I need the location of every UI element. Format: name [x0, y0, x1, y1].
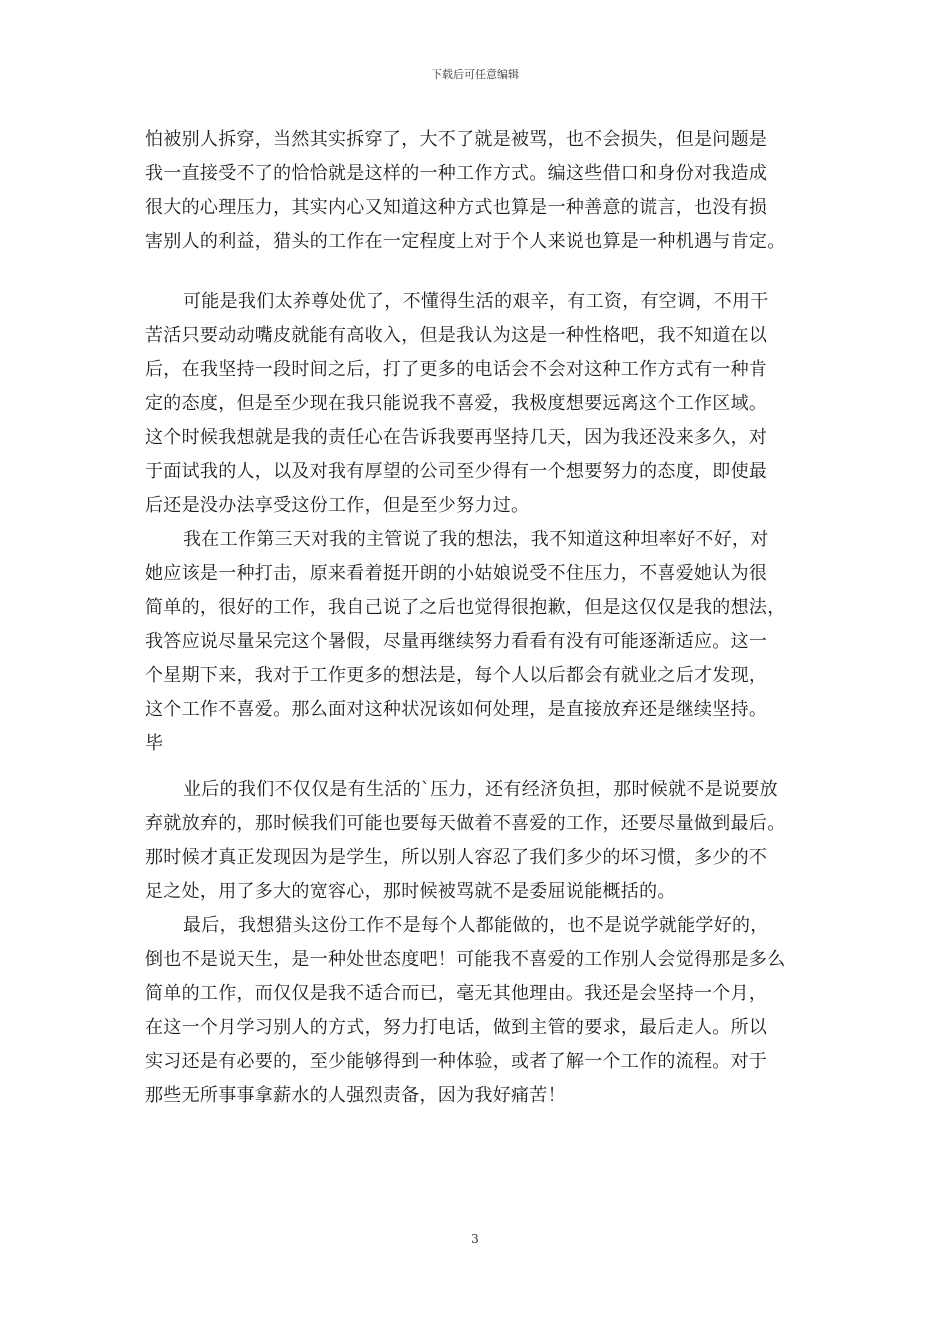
text-line: 后还是没办法享受这份工作，但是至少努力过。 [145, 495, 530, 516]
text-line: 怕被别人拆穿，当然其实拆穿了，大不了就是被骂，也不会损失，但是问题是 [145, 129, 768, 150]
text-line: 那些无所事事拿薪水的人强烈责备，因为我好痛苦！ [145, 1085, 566, 1106]
paragraph-5 [145, 909, 825, 1113]
text-line: 我一直接受不了的恰恰就是这样的一种工作方式。编这些借口和身份对我造成 [145, 163, 768, 184]
text-line: 于面试我的人，以及对我有厚望的公司至少得有一个想要努力的态度，即使最 [145, 461, 768, 482]
page-header: 下载后可任意编辑 [431, 68, 519, 81]
text-line: 可能是我们太养尊处优了，不懂得生活的艰辛，有工资，有空调，不用干 [183, 291, 769, 312]
text-line: 在这一个月学习别人的方式，努力打电话，做到主管的要求，最后走人。所以 [145, 1017, 768, 1038]
text-line: 实习还是有必要的，至少能够得到一种体验，或者了解一个工作的流程。对于 [145, 1051, 768, 1072]
text-line: 很大的心理压力，其实内心又知道这种方式也算是一种善意的谎言，也没有损 [145, 197, 768, 218]
text-line: 业后的我们不仅仅是有生活的`压力，还有经济负担，那时候就不是说要放 [183, 779, 778, 800]
document-body [145, 123, 825, 1113]
paragraph-1 [145, 123, 825, 259]
text-line: 倒也不是说天生，是一种处世态度吧！可能我不喜爱的工作别人会觉得那是多么 [145, 949, 786, 970]
text-line: 这个工作不喜爱。那么面对这种状况该如何处理，是直接放弃还是继续坚持。 [145, 699, 768, 720]
text-line: 我在工作第三天对我的主管说了我的想法，我不知道这种坦率好不好，对 [183, 529, 769, 550]
text-line: 这个时候我想就是我的责任心在告诉我要再坚持几天，因为我还没来多久，对 [145, 427, 768, 448]
text-line: 后，在我坚持一段时间之后，打了更多的电话会不会对这种工作方式有一种肯 [145, 359, 768, 380]
text-line: 那时候才真正发现因为是学生，所以别人容忍了我们多少的坏习惯，多少的不 [145, 847, 768, 868]
text-line: 害别人的利益，猎头的工作在一定程度上对于个人来说也算是一种机遇与肯定。 [145, 231, 786, 252]
paragraph-3 [145, 523, 825, 761]
paragraph-4 [145, 773, 825, 909]
text-line: 我答应说尽量呆完这个暑假，尽量再继续努力看看有没有可能逐渐适应。这一 [145, 631, 768, 652]
text-line: 简单的，很好的工作，我自己说了之后也觉得很抱歉，但是这仅仅是我的想法， [145, 597, 786, 618]
text-line: 最后，我想猎头这份工作不是每个人都能做的，也不是说学就能学好的， [183, 915, 769, 936]
text-line: 苦活只要动动嘴皮就能有高收入，但是我认为这是一种性格吧，我不知道在以 [145, 325, 768, 346]
text-line: 足之处，用了多大的宽容心，那时候被骂就不是委屈说能概括的。 [145, 881, 676, 902]
text-line: 简单的工作，而仅仅是我不适合而已，毫无其他理由。我还是会坚持一个月， [145, 983, 768, 1004]
text-line: 她应该是一种打击，原来看着挺开朗的小姑娘说受不住压力，不喜爱她认为很 [145, 563, 768, 584]
text-line: 弃就放弃的，那时候我们可能也要每天做着不喜爱的工作，还要尽量做到最后。 [145, 813, 786, 834]
text-line: 定的态度，但是至少现在我只能说我不喜爱，我极度想要远离这个工作区域。 [145, 393, 768, 414]
paragraph-2 [145, 285, 825, 523]
text-line: 个星期下来，我对于工作更多的想法是，每个人以后都会有就业之后才发现， [145, 665, 768, 686]
page-number: 3 [471, 1232, 479, 1246]
text-line: 毕 [145, 733, 164, 754]
